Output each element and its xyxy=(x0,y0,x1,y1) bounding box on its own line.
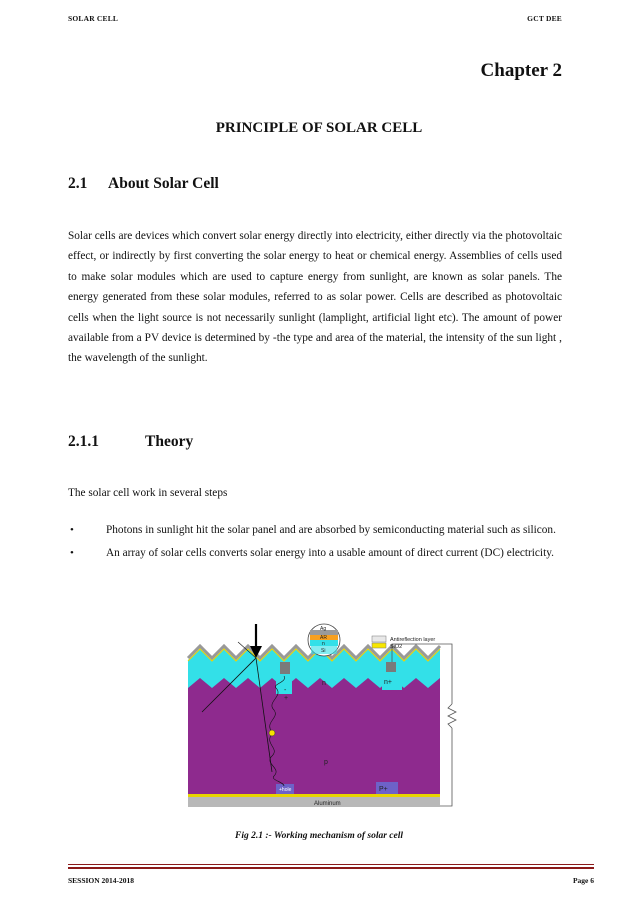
legend-sio2-swatch xyxy=(372,643,386,648)
hole-label: +hole xyxy=(279,787,292,793)
legend-sio2-label: SiO2 xyxy=(390,644,403,650)
zoom-si-label: Si xyxy=(321,648,326,654)
legend-antireflection-label: Antireflection layer xyxy=(390,637,436,643)
solar-cell-figure xyxy=(180,622,462,812)
list-item: • An array of solar cells converts solar energy into a usable amount of direct current (DC) electricity. xyxy=(68,543,562,563)
nplus-label: n+ xyxy=(384,679,392,686)
zoom-ag-label: Ag xyxy=(320,626,327,632)
theory-intro: The solar cell work in several steps xyxy=(68,487,228,499)
electron-icon xyxy=(269,730,275,736)
figure-caption: Fig 2.1 :- Working mechanism of solar cell xyxy=(234,831,404,841)
back-yellow-line xyxy=(188,794,440,797)
header-right: GCT DEE xyxy=(527,14,562,23)
footer-left: SESSION 2014-2018 xyxy=(68,876,135,885)
section-heading-2-1-1 xyxy=(68,433,193,451)
section-title: Theory xyxy=(145,433,194,450)
list-item: • Photons in sunlight hit the solar panel and are absorbed by semiconducting material such as silicon. xyxy=(68,520,562,540)
zoom-ar-label: AR xyxy=(320,635,327,641)
bullet-list xyxy=(68,520,562,567)
footer-rule xyxy=(68,864,594,865)
bullet-icon: • xyxy=(70,547,74,560)
legend-antireflection-swatch xyxy=(372,636,386,642)
front-contact xyxy=(386,662,396,672)
n-label: n xyxy=(322,680,326,687)
section-number: 2.1 xyxy=(68,175,88,192)
aluminum-label: Aluminum xyxy=(314,801,341,807)
resistor-icon xyxy=(448,704,456,728)
front-contact xyxy=(280,662,290,674)
footer-rule-thick xyxy=(68,867,594,869)
plus-label: + xyxy=(284,695,289,702)
pplus-label: P+ xyxy=(379,786,388,793)
section-number: 2.1.1 xyxy=(68,433,99,450)
section-title: About Solar Cell xyxy=(108,175,219,192)
minus-label: - xyxy=(284,687,287,694)
about-paragraph: Solar cells are devices which convert solar energy directly into electricity, either directly via the photovoltaic effect, or indirectly by first converting the solar energy to heat or chemical energy. Assemblies of cells used to make solar modules which are used to capture energy from sunlight, are known as solar panels. The energy generated from these solar modules, referred to as solar power. Cells are described as photovoltaic cells when the light source is not necessarily sunlight (lamplight, artificial light etc). The amount of power available from a PV device is determined by -the type and area of the material, the intensity of the sun light , the wavelength of the sunlight. xyxy=(68,230,562,365)
page-title: PRINCIPLE OF SOLAR CELL xyxy=(215,120,423,136)
zoom-n-label: n xyxy=(322,641,325,647)
footer-right: Page 6 xyxy=(572,876,594,885)
external-circuit-return xyxy=(440,728,452,806)
chapter-heading: Chapter 2 xyxy=(480,60,562,81)
bullet-icon: • xyxy=(70,524,74,536)
section-heading-2-1 xyxy=(68,175,219,193)
p-label: p xyxy=(324,759,328,766)
header-left: SOLAR CELL xyxy=(68,14,119,23)
